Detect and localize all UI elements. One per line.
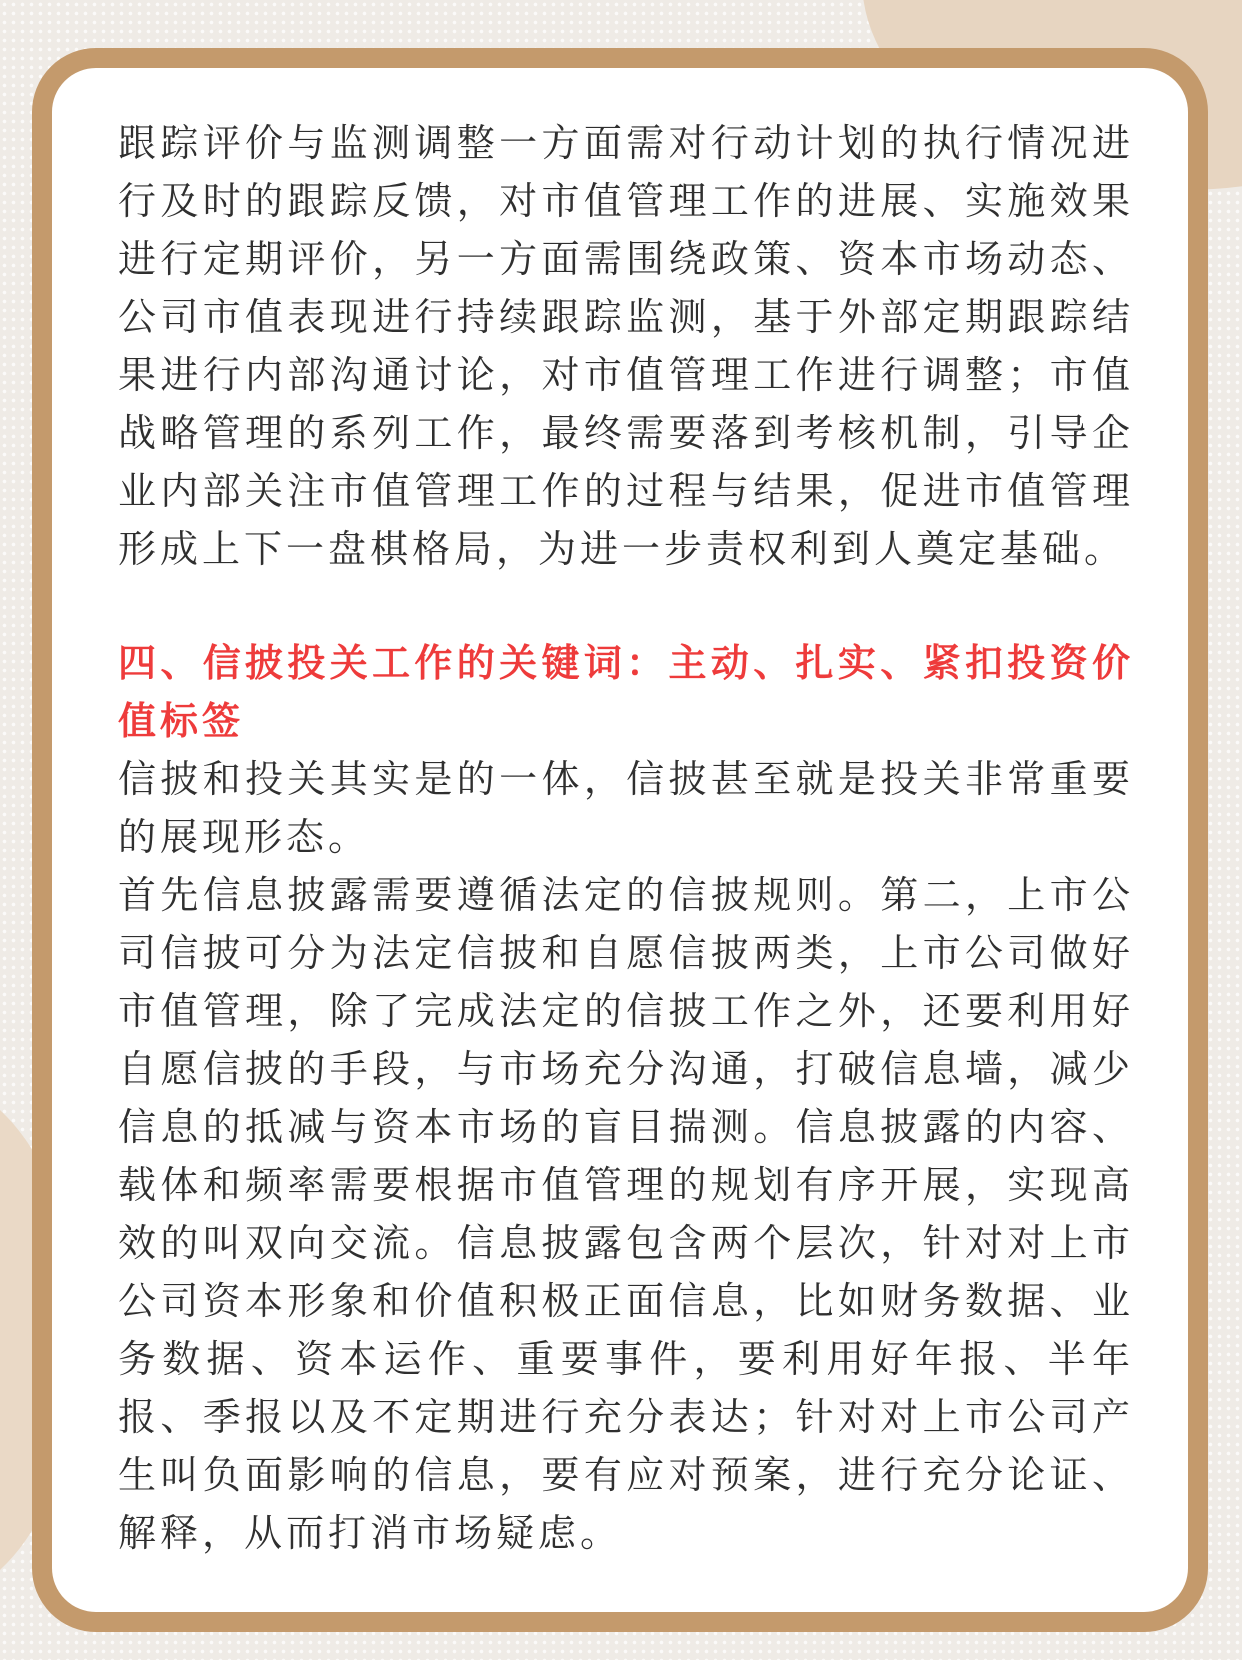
paragraph-tracking-evaluation: 跟踪评价与监测调整一方面需对行动计划的执行情况进行及时的跟踪反馈，对市值管理工作的进展、实施效果进行定期评价，另一方面需围绕政策、资本市场动态、公司市值表现进行持续跟踪监测，基于外部定期跟踪结果进行内部沟通讨论，对市值管理工作进行调整；市值战略管理的系列工作，最终需要落到考核机制，引导企业内部关注市值管理工作的过程与结果，促进市值管理形成上下一盘棋格局，为进一步责权利到人奠定基础。: [118, 121, 1134, 571]
article-card: [32, 48, 1208, 1632]
article-content: [118, 114, 1134, 1562]
paragraph-disclosure-ir: 信披和投关其实是的一体，信披甚至就是投关非常重要的展现形态。: [118, 757, 1134, 859]
paragraph-disclosure-rules: 首先信息披露需要遵循法定的信披规则。第二，上市公司信披可分为法定信披和自愿信披两类，上市公司做好市值管理，除了完成法定的信披工作之外，还要利用好自愿信披的手段，与市场充分沟通，打破信息墙，减少信息的抵减与资本市场的盲目揣测。信息披露的内容、载体和频率需要根据市值管理的规划有序开展，实现高效的叫双向交流。信息披露包含两个层次，针对对上市公司资本形象和价值积极正面信息，比如财务数据、业务数据、资本运作、重要事件，要利用好年报、半年报、季报以及不定期进行充分表达；针对对上市公司产生叫负面影响的信息，要有应对预案，进行充分论证、解释，从而打消市场疑虑。: [118, 873, 1134, 1555]
section-heading: 四、信披投关工作的关键词：主动、扎实、紧扣投资价值标签: [118, 641, 1134, 743]
